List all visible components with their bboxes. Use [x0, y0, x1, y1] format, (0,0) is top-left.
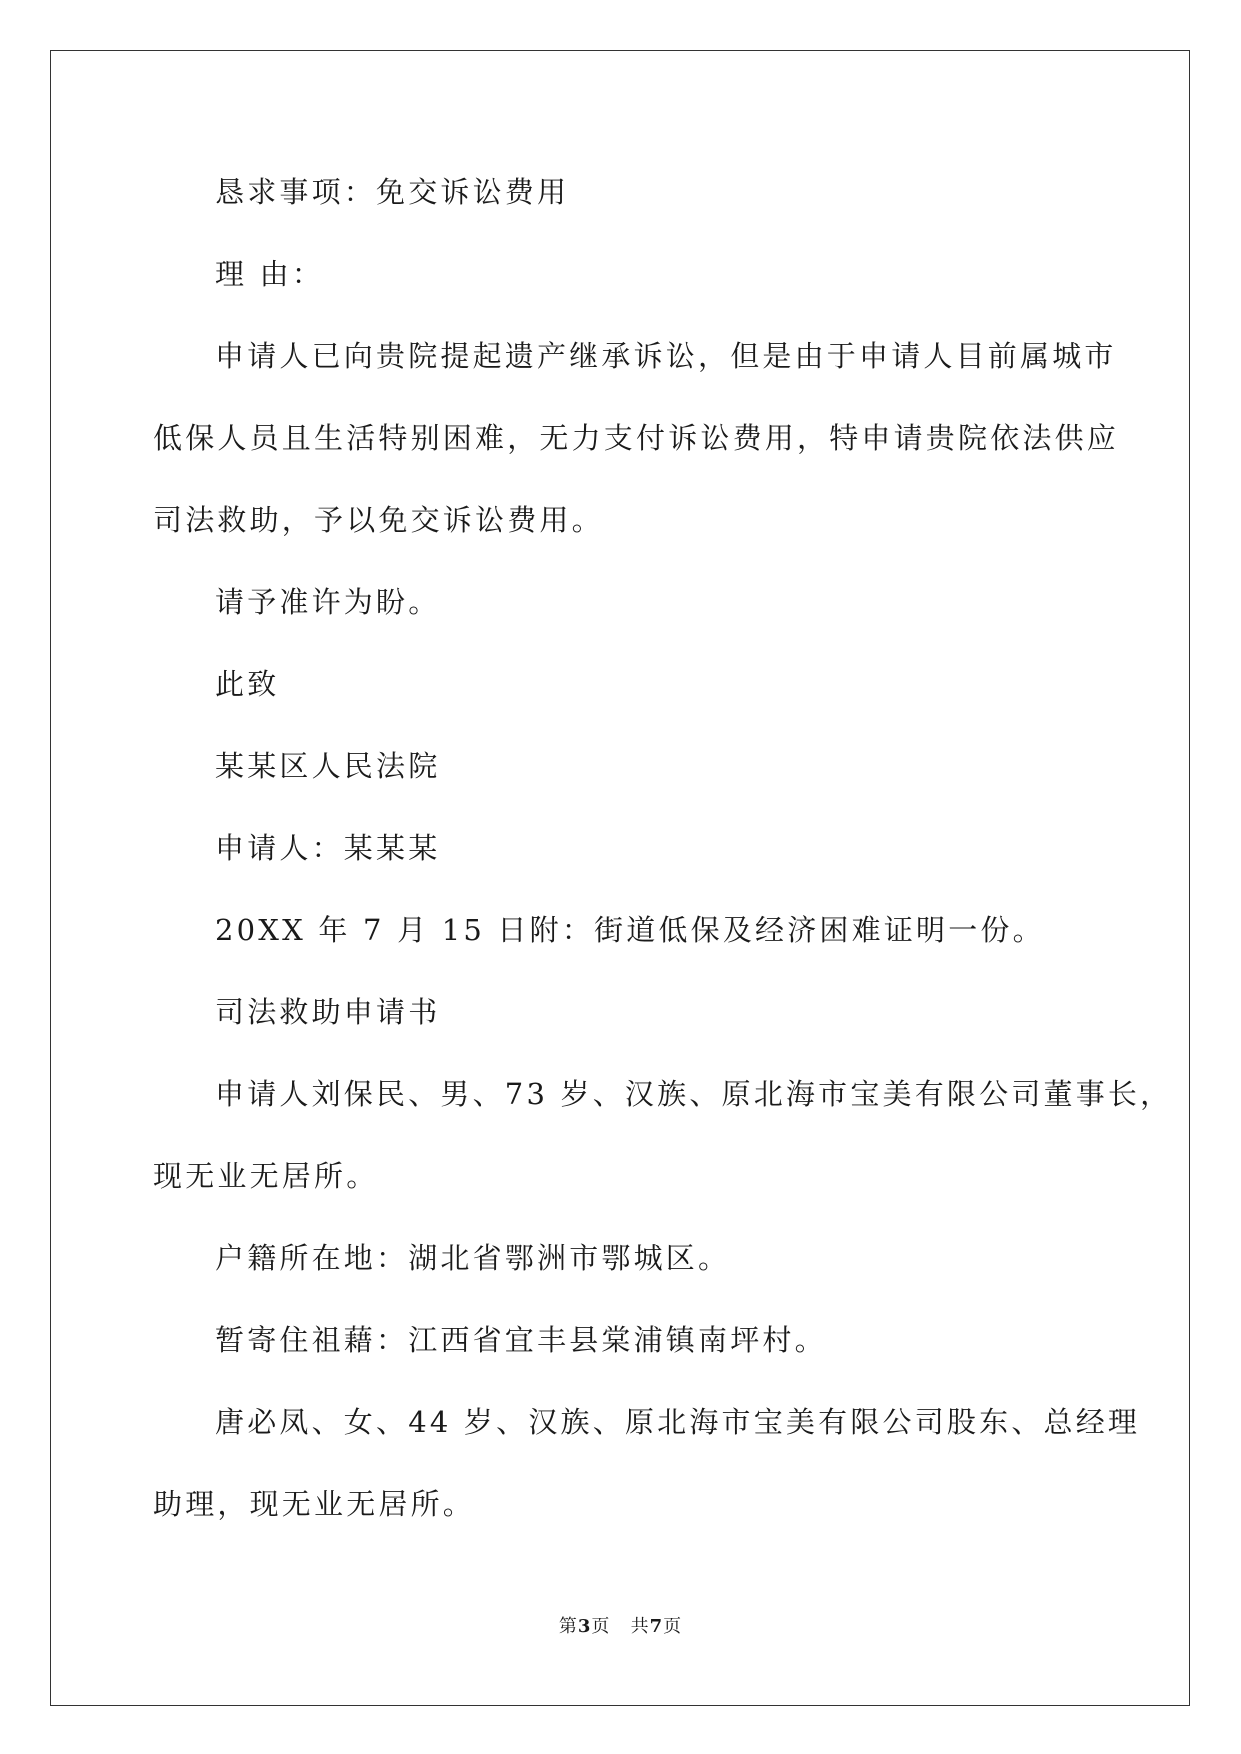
- salutation-line: 此致: [215, 667, 280, 701]
- paragraph-line: 助理，现无业无居所。: [153, 1487, 476, 1521]
- page-border: [50, 50, 1190, 1706]
- paragraph-line: 现无业无居所。: [153, 1159, 379, 1193]
- recipient-line: 某某区人民法院: [215, 749, 441, 783]
- reason-heading: 理 由：: [215, 257, 325, 291]
- paragraph-line: 司法救助，予以免交诉讼费用。: [153, 503, 604, 537]
- request-item-line: 恳求事项：免交诉讼费用: [215, 175, 570, 209]
- footer-suffix: 页: [663, 1616, 683, 1637]
- paragraph-line: 暂寄住祖藉：江西省宜丰县棠浦镇南坪村。: [215, 1323, 827, 1357]
- date-attachment-line: 20XX 年 7 月 15 日附：街道低保及经济困难证明一份。: [215, 913, 1045, 947]
- paragraph-line: 申请人刘保民、男、73 岁、汉族、原北海市宝美有限公司董事长，: [215, 1077, 1173, 1111]
- applicant-signature-line: 申请人：某某某: [215, 831, 441, 865]
- footer-middle: 页 共: [591, 1616, 650, 1637]
- paragraph-line: 请予准许为盼。: [215, 585, 441, 619]
- footer-prefix: 第: [558, 1616, 578, 1637]
- paragraph-line: 申请人已向贵院提起遗产继承诉讼，但是由于申请人目前属城市: [215, 339, 1117, 373]
- paragraph-line: 唐必凤、女、44 岁、汉族、原北海市宝美有限公司股东、总经理: [215, 1405, 1141, 1439]
- total-page-number: 7: [649, 1616, 664, 1637]
- document-title: 司法救助申请书: [215, 995, 441, 1029]
- paragraph-line: 低保人员且生活特别困难，无力支付诉讼费用，特申请贵院依法供应: [153, 421, 1120, 455]
- page-footer: [0, 1615, 1241, 1639]
- current-page-number: 3: [577, 1616, 592, 1637]
- paragraph-line: 户籍所在地：湖北省鄂洲市鄂城区。: [215, 1241, 731, 1275]
